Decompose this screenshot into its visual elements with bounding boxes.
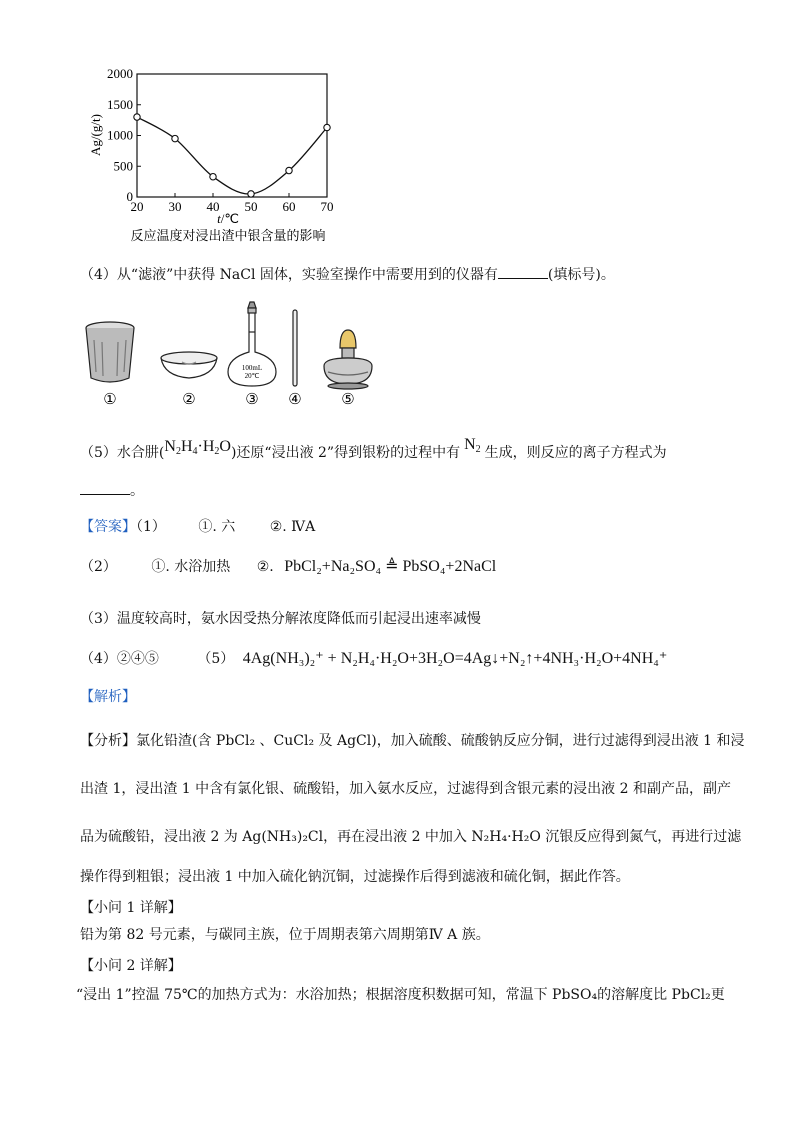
x-tick-label-60: 60 — [282, 199, 296, 214]
analysis-line-1: 【分析】氯化铅渣(含 PbCl₂ 、CuCl₂ 及 AgCl)，加入硫酸、硫酸钠反应分铜，进行过滤得到浸出液 1 和浸 — [80, 733, 745, 749]
label-2: ② — [182, 392, 196, 408]
y-tick-label-500: 500 — [113, 158, 133, 174]
answer-tag: 【答案】 — [80, 519, 136, 535]
subq1-title: 【小问 1 详解】 — [80, 900, 182, 916]
chart-axes — [137, 74, 327, 197]
label-3: ③ — [245, 392, 259, 408]
answer-2-2-equation: PbCl₂+Na₂SO₄ ≜ PbSO₄+2NaCl — [284, 558, 497, 575]
plot-frame — [137, 74, 327, 197]
data-point-30 — [172, 135, 178, 141]
alcohol-lamp-icon — [324, 330, 372, 389]
hydrazine-formula: $N_2H_4\cdot H_2O$ — [164, 438, 231, 457]
answer-4: （4）②④⑤ — [80, 651, 159, 667]
evaporating-dish-icon — [161, 352, 217, 378]
flask-temp-text: 20℃ — [244, 372, 260, 380]
subq2-title: 【小问 2 详解】 — [80, 958, 182, 974]
flask-volume-text: 100mL — [241, 364, 263, 372]
x-tick-label-20: 20 — [130, 199, 144, 214]
subq2-text: “浸出 1”控温 75℃的加热方式为：水浴加热；根据溶度积数据可知，常温下 PbSO₄的溶解度比 PbCl₂更 — [76, 987, 725, 1003]
analysis-tag: 【解析】 — [80, 689, 136, 705]
x-tick-label-40: 40 — [206, 199, 220, 214]
n2-formula: $N_2$ — [464, 436, 481, 455]
chart-ticks — [107, 66, 334, 214]
q4-text: （4）从“滤液”中获得 NaCl 固体，实验室操作中需要用到的仪器有 — [80, 267, 498, 283]
answer-1-1: ①. 六 — [198, 519, 236, 535]
q5-post: 生成，则反应的离子方程式为 — [484, 445, 667, 461]
answer-1-2: ②. ⅣA — [269, 519, 316, 535]
q5-answer-line — [80, 480, 144, 500]
y-tick-label-2000: 2000 — [107, 66, 133, 81]
x-axis-label — [217, 211, 239, 226]
series-line — [137, 117, 327, 194]
data-point-50 — [248, 191, 254, 197]
x-tick-label-30: 30 — [168, 199, 182, 214]
q5-end: 。 — [130, 483, 144, 499]
q4-blank — [498, 266, 548, 279]
subq1-text: 铅为第 82 号元素，与碳同主族，位于周期表第六周期第Ⅳ A 族。 — [80, 927, 490, 943]
question-4 — [80, 264, 615, 284]
answer-4-5 — [80, 648, 667, 668]
y-axis-label: Ag/(g/t) — [88, 114, 103, 156]
q5-pre: （5）水合肼( — [80, 445, 165, 461]
series-points — [134, 114, 330, 197]
apparatus-row — [78, 300, 378, 410]
answer-3: （3）温度较高时，氨水因受热分解浓度降低而引起浸出速率减慢 — [80, 611, 481, 627]
x-tick-label-50: 50 — [244, 199, 258, 214]
analysis-line-3: 品为硫酸铅，浸出液 2 为 Ag(NH₃)₂Cl，再在浸出液 2 中加入 N₂H₄·H₂O 沉银反应得到氮气，再进行过滤 — [80, 829, 742, 845]
glass-rod-icon — [293, 310, 297, 386]
data-point-70 — [324, 124, 330, 130]
answer-2-1: ①. 水浴加热 — [151, 559, 231, 575]
data-point-20 — [134, 114, 140, 120]
y-tick-label-0: 0 — [126, 189, 133, 204]
y-tick-label-1000: 1000 — [107, 127, 133, 143]
answer-2: （2） ①. 水浴加热 ②. PbCl₂+Na₂SO₄ ≜ PbSO₄+2NaCl — [80, 558, 497, 575]
x-axis-var: t — [217, 211, 221, 226]
data-point-40 — [210, 174, 216, 180]
answer-5-equation: 4Ag(NH₃)₂⁺ + N₂H₄·H₂O+3H₂O=4Ag↓+N₂↑+4NH₃·H₂O+4NH₄⁺ — [242, 650, 668, 667]
x-tick-label-70: 70 — [320, 199, 334, 214]
x-axis-unit: /℃ — [220, 211, 239, 226]
crucible-icon — [86, 322, 134, 382]
q5-blank — [80, 482, 130, 495]
analysis-line-2: 出渣 1，浸出渣 1 中含有氯化银、硫酸铅，加入氨水反应，过滤得到含银元素的浸出液 2 和副产品，副产 — [80, 781, 731, 797]
question-5 — [80, 436, 667, 462]
label-5: ⑤ — [341, 392, 355, 408]
answer-1: 【答案】（1） ①. 六 ②. ⅣA — [80, 519, 316, 535]
q5-mid: )还原“浸出液 2”得到银粉的过程中有 — [230, 445, 461, 461]
silver-content-chart — [80, 60, 370, 250]
answer-5: （5） — [197, 651, 235, 667]
analysis-line-4: 操作得到粗银；浸出液 1 中加入硫化钠沉铜，过滤操作后得到滤液和硫化铜，据此作答。 — [80, 869, 630, 885]
q4-tail: (填标号)。 — [547, 267, 615, 283]
label-1: ① — [103, 392, 117, 408]
label-4: ④ — [288, 392, 302, 408]
data-point-60 — [286, 167, 292, 173]
y-tick-label-1500: 1500 — [107, 96, 133, 112]
answer-2-2-label: ②. — [256, 559, 274, 575]
chart-caption: 反应温度对浸出渣中银含量的影响 — [130, 229, 326, 244]
